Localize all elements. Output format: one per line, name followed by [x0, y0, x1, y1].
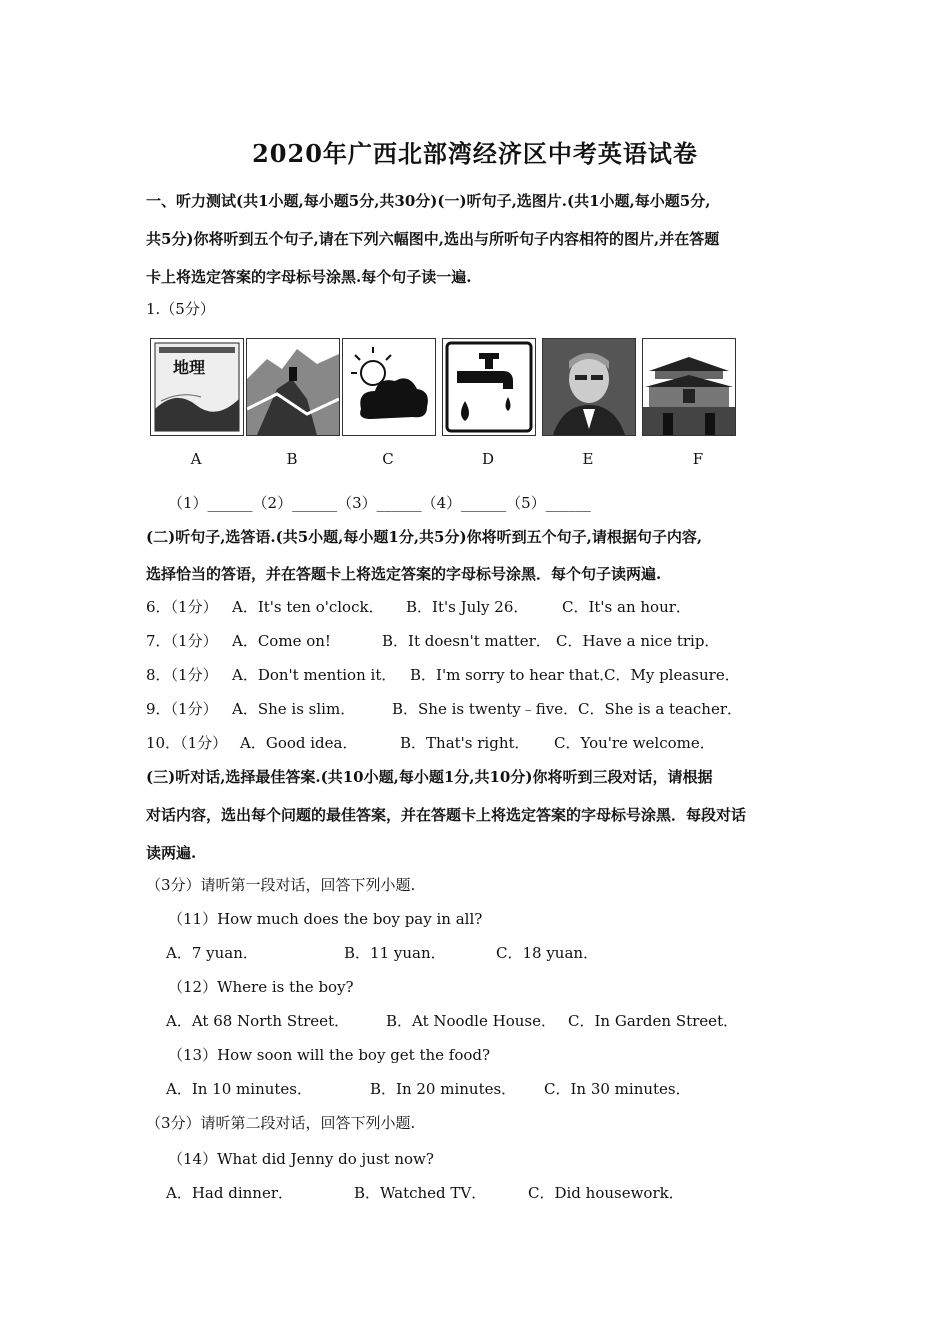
option-a: A．In 10 minutes． [166, 1080, 312, 1098]
option-a: A．Good idea． [240, 734, 358, 752]
page-title: 2020年广西北部湾经济区中考英语试卷 [252, 139, 698, 168]
tiananmen-icon [642, 338, 736, 436]
option-a: A．It's ten o'clock． [232, 598, 384, 616]
option-b: B．Watched TV． [354, 1184, 487, 1202]
question-number: 8．（1分） [146, 666, 218, 684]
section1-heading-line3: 卡上将选定答案的字母标号涂黑.每个句子读一遍. [146, 268, 472, 286]
question-9 [146, 698, 846, 719]
great-wall-icon [246, 338, 340, 436]
picture-label-c: C [382, 450, 394, 468]
question-8 [146, 664, 846, 685]
option-c: C．Did housework． [528, 1184, 684, 1202]
question-13-options [166, 1078, 846, 1099]
portrait-icon [542, 338, 636, 436]
picture-options [146, 330, 752, 472]
option-b: B．She is twenty﹣five． [392, 700, 579, 718]
option-b: B．That's right． [400, 734, 530, 752]
geography-book-icon [150, 338, 244, 436]
section1-heading-line2: 共5分)你将听到五个句子,请在下列六幅图中,选出与所听句子内容相符的图片,并在答题 [146, 230, 720, 248]
question-6 [146, 596, 846, 617]
question-number: 7．（1分） [146, 632, 218, 650]
option-c: C．You're welcome． [554, 734, 715, 752]
option-a: A．Don't mention it． [232, 666, 397, 684]
picture-label-f: F [692, 450, 704, 468]
question-number: 10．（1分） [146, 734, 228, 752]
option-c: C．In 30 minutes． [544, 1080, 691, 1098]
picture-label-d: D [481, 450, 495, 468]
question-10 [146, 732, 846, 753]
option-b: B．11 yuan． [344, 944, 446, 962]
section3-heading-line1: (三)听对话,选择最佳答案.(共10小题,每小题1分,共10分)你将听到三段对话，请根据 [146, 768, 713, 786]
question-12: （12）Where is the boy? [168, 978, 354, 996]
option-b: B．At Noodle House． [386, 1012, 556, 1030]
option-c: C．Have a nice trip． [556, 632, 720, 650]
section3-heading-line3: 读两遍. [146, 844, 197, 862]
question-13: （13）How soon will the boy get the food? [168, 1046, 491, 1064]
section1-heading-line1: 一、听力测试(共1小题,每小题5分,共30分)(一)听句子,选图片.(共1小题,每小题5分, [146, 192, 711, 210]
option-c: C．In Garden Street． [568, 1012, 739, 1030]
option-a: A．Come on! [232, 632, 331, 650]
option-b: B．It doesn't matter． [382, 632, 551, 650]
question-number: 6．（1分） [146, 598, 218, 616]
option-c: C．18 yuan． [496, 944, 599, 962]
option-c: C．My pleasure． [604, 666, 740, 684]
option-a: A．She is slim． [232, 700, 356, 718]
picture-label-a: A [190, 450, 202, 468]
sun-cloud-icon [342, 338, 436, 436]
picture-label-b: B [286, 450, 298, 468]
answer-blanks: （1）______（2）______（3）______（4）______（5）______ [168, 494, 591, 512]
dialogue-2-instruction: （3分）请听第二段对话，回答下列小题. [146, 1114, 416, 1132]
question-14: （14）What did Jenny do just now? [168, 1150, 434, 1168]
option-b: B．It's July 26． [406, 598, 529, 616]
question-12-options [166, 1010, 846, 1031]
question-14-options [166, 1182, 846, 1203]
question-1: 1.（5分） [146, 300, 215, 318]
dialogue-1-instruction: （3分）请听第一段对话，回答下列小题. [146, 876, 416, 894]
option-b: B．I'm sorry to hear that． [410, 666, 615, 684]
picture-label-e: E [582, 450, 594, 468]
question-11-options [166, 942, 846, 963]
option-c: C．She is a teacher． [578, 700, 742, 718]
book-title-text: 地理 [173, 358, 206, 377]
option-a: A．Had dinner． [166, 1184, 293, 1202]
water-tap-icon [442, 338, 536, 436]
option-a: A．At 68 North Street． [166, 1012, 350, 1030]
question-7 [146, 630, 846, 651]
option-b: B．In 20 minutes． [370, 1080, 517, 1098]
section3-heading-line2: 对话内容，选出每个问题的最佳答案，并在答题卡上将选定答案的字母标号涂黑．每段对话 [146, 806, 747, 824]
option-a: A．7 yuan． [166, 944, 258, 962]
section2-heading-line1: (二)听句子,选答语.(共5小题,每小题1分,共5分)你将听到五个句子,请根据句子内容, [146, 528, 703, 546]
question-11: （11）How much does the boy pay in all? [168, 910, 483, 928]
option-c: C．It's an hour． [562, 598, 691, 616]
question-number: 9．（1分） [146, 700, 218, 718]
section2-heading-line2: 选择恰当的答语，并在答题卡上将选定答案的字母标号涂黑．每个句子读两遍. [146, 565, 662, 583]
